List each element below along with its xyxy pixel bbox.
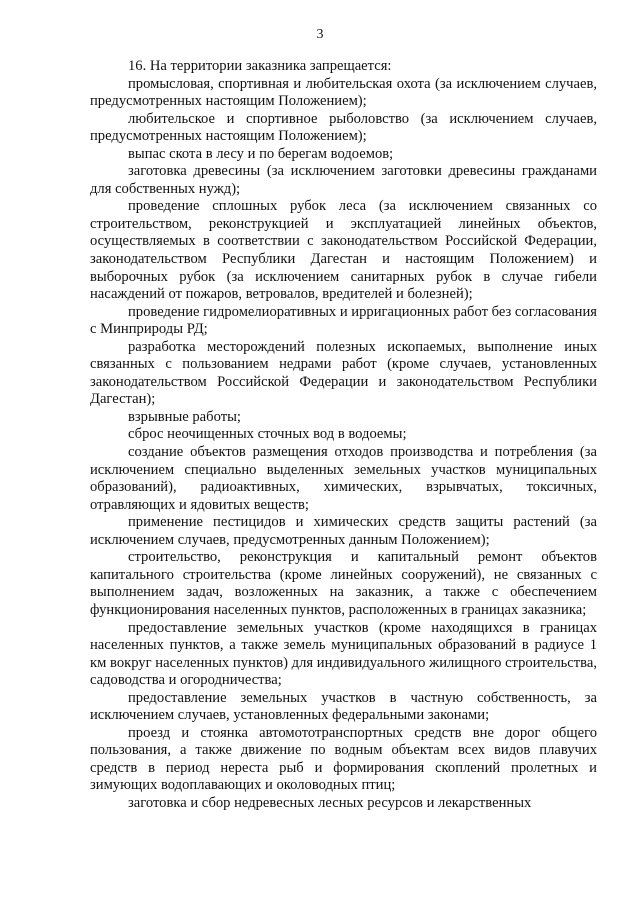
prohibition-item-vehicles: проезд и стоянка автомототранспортных средств вне дорог общего пользования, а также движение по водным объектам всех видов плавучих средств в период нереста рыб и формирования скоплений пролетных и зимующих водоплавающих и околоводных птиц; [90,724,597,794]
prohibition-item-fishing: любительское и спортивное рыболовство (за исключением случаев, предусмотренных настоящим Положением); [90,110,597,145]
prohibition-item-clear-cutting: проведение сплошных рубок леса (за исключением связанных со строительством, реконструкцией и эксплуатацией линейных объектов, осуществляемых в соответствии с законодательством Российской Федерации, законодательством Республики Дагестан и настоящим Положением) и выборочных рубок (за исключением санитарных рубок в случае гибели насаждений от пожаров, ветровалов, вредителей и болезней); [90,198,597,303]
prohibition-item-pesticides: применение пестицидов и химических средств защиты растений (за исключением случаев, предусмотренных данным Положением); [90,514,597,548]
prohibition-item-private-ownership: предоставление земельных участков в частную собственность, за исключением случаев, установленных федеральными законами; [90,689,597,724]
prohibition-item-hunting: промысловая, спортивная и любительская охота (за исключением случаев, предусмотренных настоящим Положением); [90,75,597,110]
prohibition-item-non-timber-resources: заготовка и сбор недревесных лесных ресурсов и лекарственных [128,794,532,811]
prohibition-item-wastewater: сброс неочищенных сточных вод в водоемы; [128,426,407,443]
prohibition-item-timber-harvest: заготовка древесины (за исключением заготовки древесины гражданами для собственных нужд); [90,163,597,197]
prohibition-item-mining: разработка месторождений полезных ископаемых, выполнение иных связанных с пользованием недрами работ (кроме случаев, установленных законодательством Российской Федерации и законодательством Республики Дагестан); [90,338,597,408]
prohibition-item-construction: строительство, реконструкция и капитальный ремонт объектов капитального строительства (кроме линейных сооружений), не связанных с выполнением задач, возложенных на заказник, а также с обеспечением функционирования населенных пунктов, расположенных в границах заказника; [90,549,597,618]
prohibitions-section [90,58,597,813]
prohibition-item-blasting: взрывные работы; [128,408,241,425]
prohibition-item-waste-disposal: создание объектов размещения отходов производства и потребления (за исключением специально выделенных земельных участков муниципальных образований), радиоактивных, химических, взрывчатых, токсичных, отравляющих и ядовитых веществ; [90,444,597,513]
section-heading: 16. На территории заказника запрещается: [128,58,392,74]
prohibition-item-reclamation: проведение гидромелиоративных и ирригационных работ без согласования с Минприроды РД; [90,303,597,338]
page-number: 3 [316,27,324,42]
prohibition-item-grazing: выпас скота в лесу и по берегам водоемов; [128,145,394,162]
prohibition-item-land-allocation: предоставление земельных участков (кроме находящихся в границах населенных пунктов, а также земель муниципальных образований в радиусе 1 км вокруг населенных пунктов) для индивидуального жилищного строительства, садоводства и огородничества; [90,619,597,689]
